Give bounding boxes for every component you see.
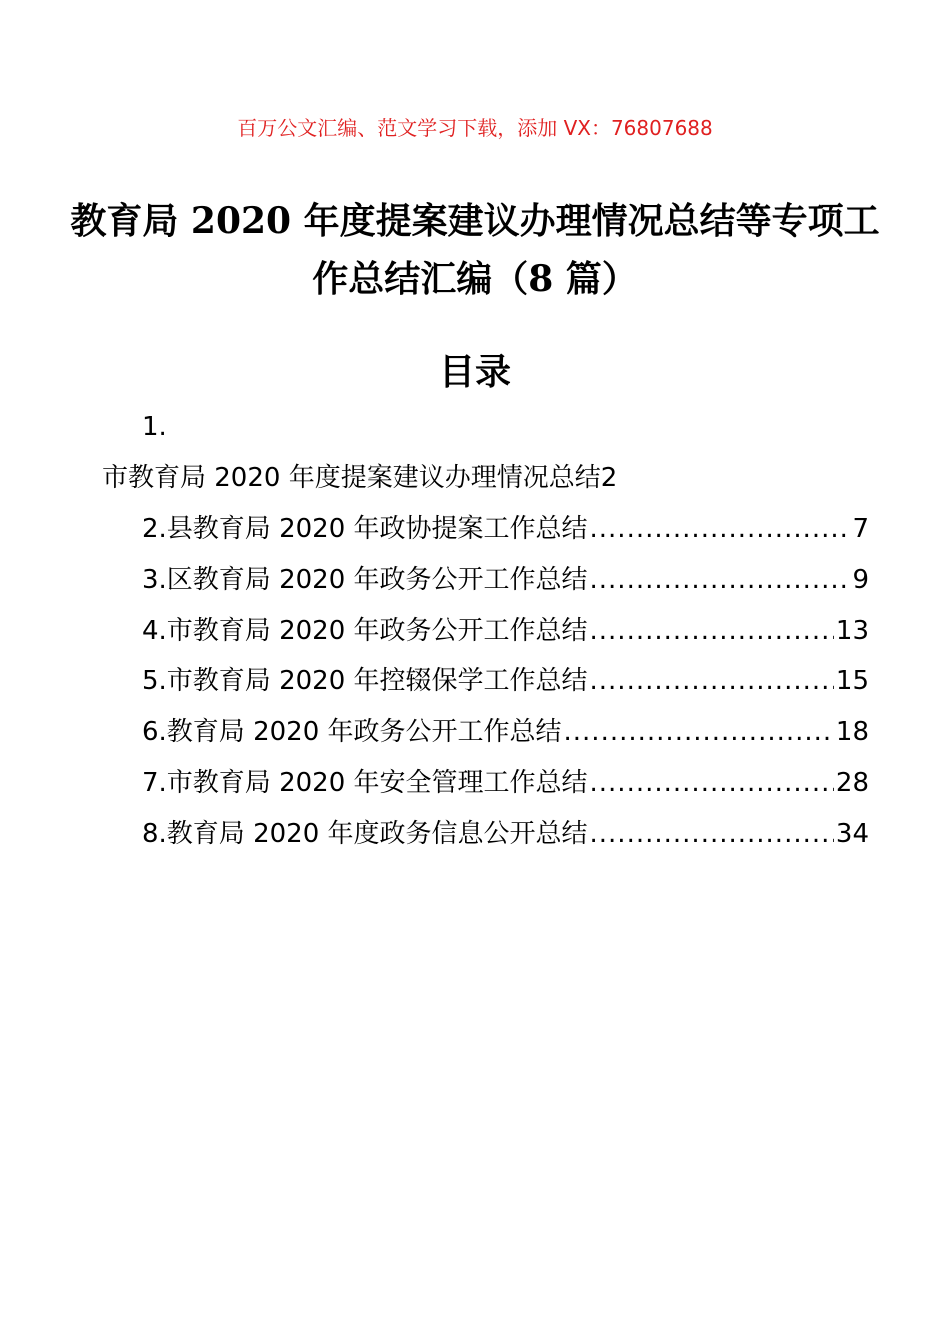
toc-item-title: 7.市教育局 2020 年安全管理工作总结 [142, 767, 588, 798]
toc-heading: 目录 [438, 352, 511, 393]
toc-item-3[interactable] [142, 559, 869, 610]
toc-leader-dots [564, 711, 834, 753]
toc-item-page: 18 [835, 717, 869, 748]
toc-item-1[interactable] [102, 457, 617, 499]
toc-leader-dots [590, 813, 834, 855]
toc-item-page: 7 [852, 514, 869, 544]
toc-item-2[interactable] [142, 508, 869, 559]
toc-item-title: 5.市教育局 2020 年控辍保学工作总结 [142, 666, 588, 697]
toc-item-title: 2.县教育局 2020 年政协提案工作总结 [142, 514, 588, 544]
toc-item-4[interactable] [142, 610, 869, 661]
toc-item-page: 15 [835, 666, 869, 697]
toc-item-1-title: 市教育局 2020 年度提案建议办理情况总结 [102, 463, 601, 493]
toc-leader-dots [590, 660, 834, 702]
toc-item-page: 13 [835, 615, 869, 646]
toc-item-title: 3.区教育局 2020 年政务公开工作总结 [142, 564, 588, 595]
toc-item-title: 8.教育局 2020 年度政务信息公开总结 [142, 818, 588, 849]
toc-list [142, 508, 869, 864]
toc-item-title: 6.教育局 2020 年政务公开工作总结 [142, 717, 562, 748]
toc-item-6[interactable] [142, 711, 869, 762]
toc-leader-dots [590, 508, 851, 550]
toc-leader-dots [590, 762, 834, 804]
document-title: 教育局 2020 年度提案建议办理情况总结等专项工作总结汇编（8 篇） [70, 200, 880, 300]
toc-leader-dots [590, 559, 851, 601]
toc-leader-dots [590, 610, 834, 652]
toc-item-5[interactable] [142, 660, 869, 711]
toc-item-page: 34 [835, 818, 869, 849]
toc-item-7[interactable] [142, 762, 869, 813]
header-note: 百万公文汇编、范文学习下载，添加 VX：76807688 [237, 116, 713, 140]
toc-item-1-number[interactable]: 1. [142, 412, 167, 442]
toc-item-8[interactable] [142, 813, 869, 864]
toc-item-1-page: 2 [600, 463, 618, 493]
toc-item-page: 28 [835, 767, 869, 798]
toc-item-title: 4.市教育局 2020 年政务公开工作总结 [142, 615, 588, 646]
toc-item-page: 9 [852, 564, 869, 595]
